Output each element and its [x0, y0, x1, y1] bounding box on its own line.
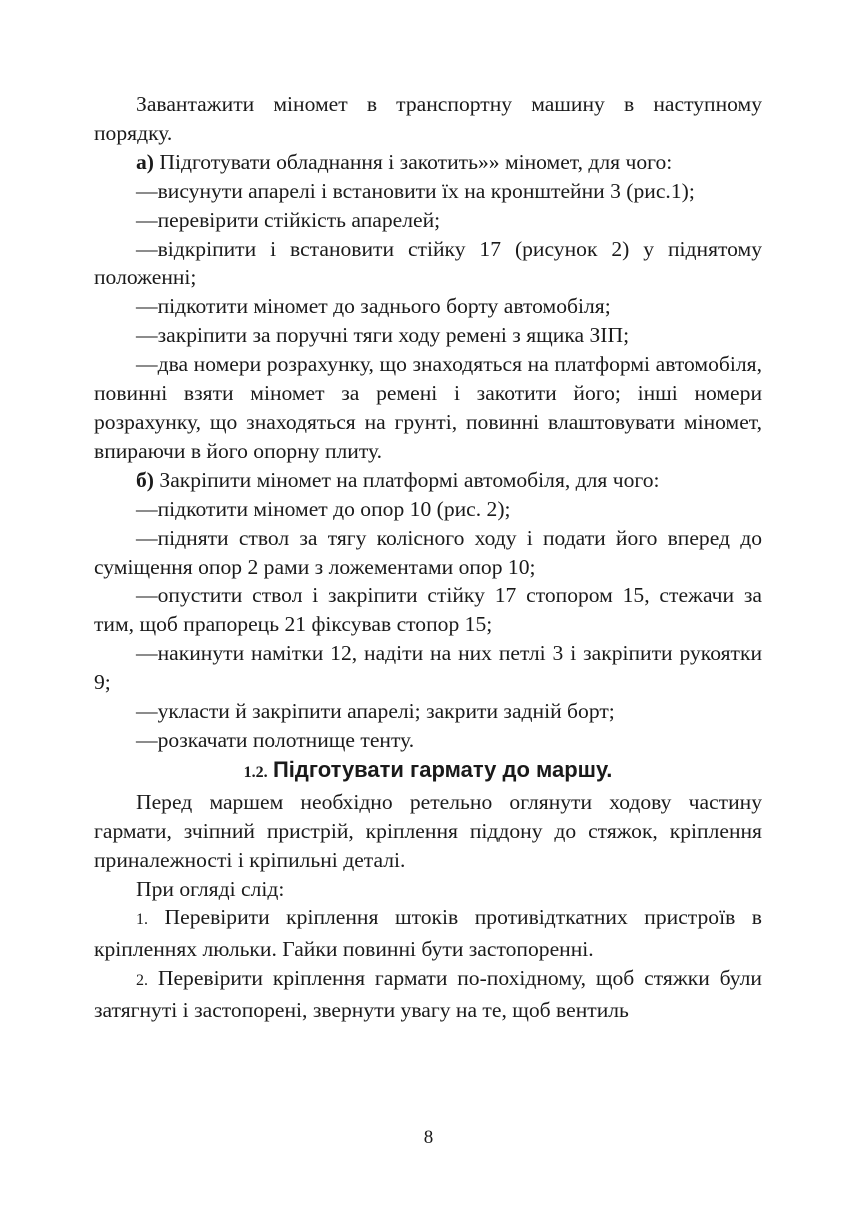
list-item: —опустити ствол і закріпити стійку 17 стопором 15, стежачи за тим, щоб прапорець 21 фіксував стопор 15;	[94, 583, 762, 637]
list-item: —укласти й закріпити апарелі; закрити задній борт;	[136, 699, 615, 724]
section-title: Підготувати гармату до маршу.	[272, 756, 613, 782]
section-number: 1.2.	[243, 763, 268, 781]
intro-paragraph: Завантажити міномет в транспортну машину в наступному порядку.	[94, 92, 762, 145]
numbered-item	[94, 903, 762, 964]
section-heading	[94, 755, 762, 788]
list-item: —відкріпити і встановити стійку 17 (рисунок 2) у піднятому положенні;	[94, 236, 762, 290]
step-a-heading	[94, 148, 762, 177]
step-a-text: Підготувати обладнання і закотить»» міномет, для чого:	[154, 149, 673, 174]
page-number: 8	[423, 1127, 434, 1148]
numbered-item	[94, 964, 762, 1025]
list-item: —накинути намітки 12, надіти на них петлі 3 і закріпити рукоятки 9;	[94, 641, 762, 695]
list-item: —закріпити за поручні тяги ходу ремені з ящика ЗІП;	[136, 323, 630, 348]
body-paragraph: Перед маршем необхідно ретельно оглянути ходову частину гармати, зчіпний пристрій, кріплення піддону до стяжок, кріплення приналежності і кріпильні деталі.	[94, 789, 762, 872]
item-number: 2.	[136, 972, 148, 990]
list-item: —розкачати полотнище тенту.	[136, 727, 415, 752]
body-paragraph: При огляді слід:	[136, 876, 285, 901]
item-text: Перевірити кріплення штоків противідткатних пристроїв в кріпленнях люльки. Гайки повинні бути застопоренні.	[94, 905, 762, 962]
list-item: —перевірити стійкість апарелей;	[136, 207, 441, 232]
list-item: —підкотити міномет до заднього борту автомобіля;	[136, 294, 611, 319]
item-number: 1.	[136, 911, 148, 929]
step-b-label: б)	[136, 467, 154, 492]
main-text	[94, 90, 762, 1025]
list-item: —два номери розрахунку, що знаходяться на платформі автомобіля, повинні взяти міномет за ремені і закотити його; інші номери розрахунку, що знаходяться на грунті, повинні влаштовувати міномет, впираючи в його опорну плиту.	[94, 352, 762, 463]
step-b-heading	[94, 466, 762, 495]
list-item: —висунути апарелі і встановити їх на кронштейни 3 (рис.1);	[136, 178, 695, 203]
list-item: —підкотити міномет до опор 10 (рис. 2);	[136, 496, 511, 521]
step-b-text: Закріпити міномет на платформі автомобіля, для чого:	[154, 467, 660, 492]
item-text: Перевірити кріплення гармати по-похідному, щоб стяжки були затягнуті і застопорені, звернути увагу на те, щоб вентиль	[94, 966, 762, 1023]
step-a-label: а)	[136, 149, 154, 174]
list-item: —підняти ствол за тягу колісного ходу і подати його вперед до суміщення опор 2 рами з ложементами опор 10;	[94, 525, 762, 579]
